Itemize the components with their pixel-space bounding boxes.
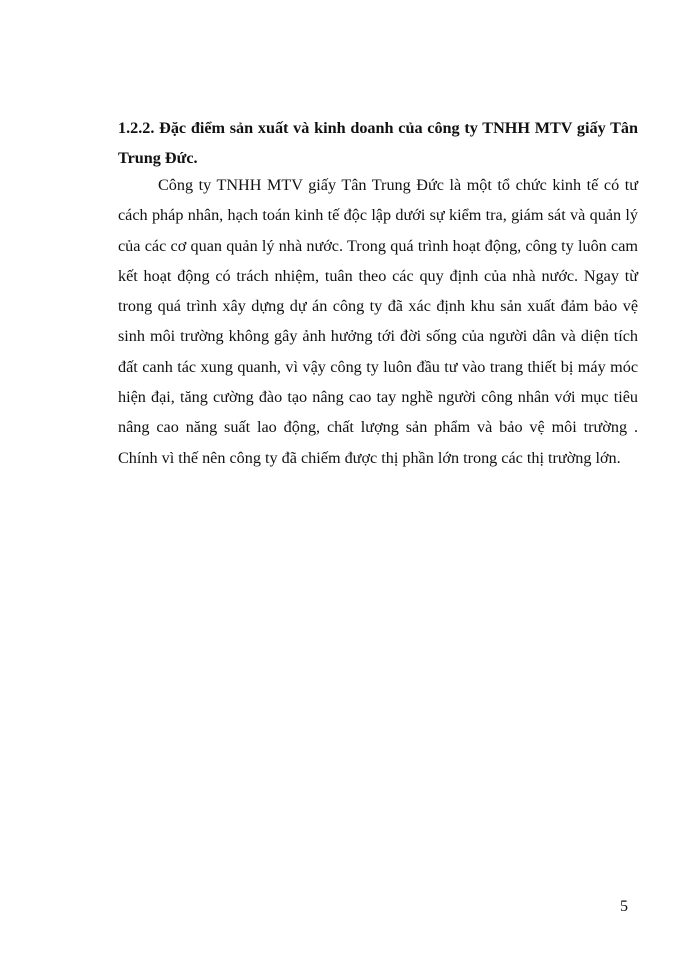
page-number: 5 [620,898,628,915]
section-heading: 1.2.2. Đặc điểm sản xuất và kinh doanh của công ty TNHH MTV giấy Tân Trung Đức. [118,119,638,167]
body-paragraph: Công ty TNHH MTV giấy Tân Trung Đức là một tổ chức kinh tế có tư cách pháp nhân, hạch toán kinh tế độc lập dưới sự kiểm tra, giám sát và quản lý của các cơ quan quản lý nhà nước. Trong quá trình hoạt động, công ty luôn cam kết hoạt động có trách nhiệm, tuân theo các quy định của nhà nước. Ngay từ trong quá trình xây dựng dự án công ty đã xác định khu sản xuất đảm bảo vệ sinh môi trường không gây ảnh hưởng tới đời sống của người dân và diện tích đất canh tác xung quanh, vì vậy công ty luôn đầu tư vào trang thiết bị máy móc hiện đại, tăng cường đào tạo nâng cao tay nghề người công nhân với mục tiêu nâng cao năng suất lao động, chất lượng sản phẩm và bảo vệ môi trường . Chính vì thế nên công ty đã chiếm được thị phần lớn trong các thị trường lớn. [118,176,638,467]
